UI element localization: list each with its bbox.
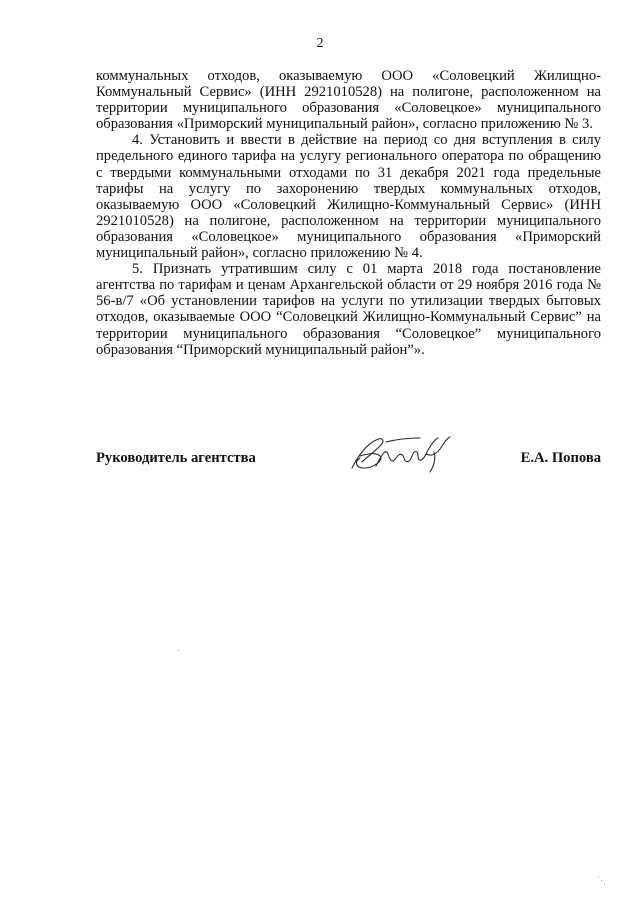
scan-speck	[604, 884, 605, 885]
page-number: 2	[316, 36, 324, 51]
document-body	[96, 68, 601, 358]
scan-speck	[601, 880, 602, 881]
paragraph-continuation: коммунальных отходов, оказываемую ООО «Соловецкий Жилищно-Коммунальный Сервис» (ИНН 2921010528) на полигоне, расположенном на территории муниципального образования «Соловецкое» муниципального образования «Приморский муниципальный район», согласно приложению № 3.	[96, 68, 601, 133]
signatory-role: Руководитель агентства	[96, 450, 256, 466]
scan-speck	[598, 876, 599, 877]
handwritten-signature-icon	[346, 432, 456, 476]
paragraph-item-4: 4. Установить и ввести в действие на период со дня вступления в силу предельного единого тарифа на услугу регионального оператора по обращению с твердыми коммунальными отходами по 31 декабря 2021 года предельные тарифы на услугу по захоронению твердых коммунальных отходов, оказываемую ООО «Соловецкий Жилищно-Коммунальный Сервис» (ИНН 2921010528) на полигоне, расположенном на территории муниципального образования «Соловецкое» муниципального образования «Приморский муниципальный район», согласно приложению № 4.	[96, 132, 601, 262]
signature-block	[96, 432, 601, 482]
scan-speck	[178, 650, 179, 651]
signatory-name: Е.А. Попова	[520, 450, 601, 466]
paragraph-item-5: 5. Признать утратившим силу с 01 марта 2018 года постановление агентства по тарифам и ценам Архангельской области от 29 ноября 2016 года № 56-в/7 «Об установлении тарифов на услуги по утилизации твердых бытовых отходов, оказываемые ООО “Соловецкий Жилищно-Коммунальный Сервис” на территории муниципального образования “Соловецкое” муниципального образования “Приморский муниципальный район”».	[96, 261, 601, 358]
